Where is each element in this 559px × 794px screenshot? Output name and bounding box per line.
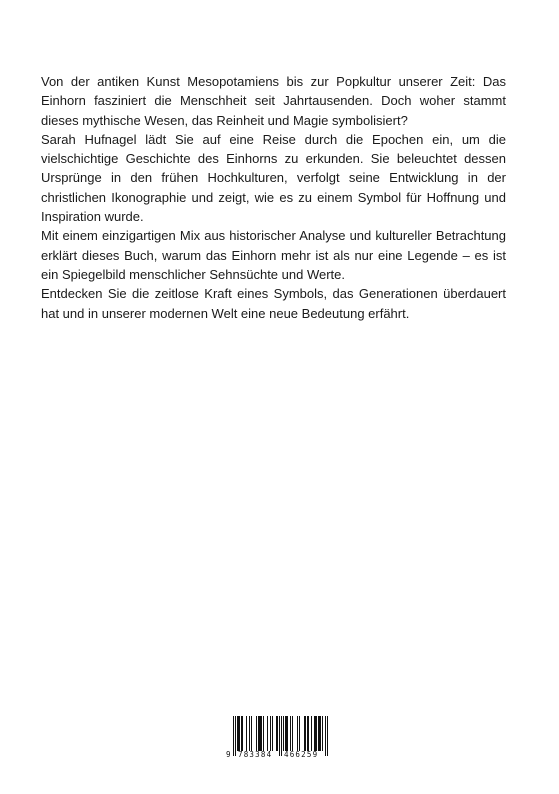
barcode-bar <box>241 716 242 751</box>
barcode-bar <box>263 716 264 751</box>
barcode-bar <box>272 716 273 751</box>
barcode-bar <box>287 716 288 751</box>
barcode-bar <box>249 716 250 751</box>
barcode-bar <box>299 716 300 751</box>
barcode-bar <box>325 716 326 756</box>
barcode-bar <box>320 716 321 751</box>
barcode-bar <box>283 716 284 751</box>
barcode-bar <box>237 716 238 751</box>
barcode-bar <box>261 716 262 751</box>
barcode-bar <box>256 716 257 751</box>
blurb-paragraph-closing: Entdecken Sie die zeitlose Kraft eines Symbols, das Generationen überdauert hat und in unserer modernen Welt eine neue Bedeutung erfährt. <box>41 286 506 321</box>
blurb-paragraph-approach: Mit einem einzigartigen Mix aus historischer Analyse und kultureller Betrachtung erklärt dieses Buch, warum das Einhorn mehr ist als nur eine Legende – es ist ein Spiegelbild menschlicher Sehnsüchte und Werte. <box>41 228 506 282</box>
barcode-bar <box>238 716 239 751</box>
barcode-right-digits: 466259 <box>284 750 319 759</box>
barcode-bar <box>304 716 305 751</box>
barcode-bar <box>267 716 268 751</box>
barcode-bar <box>281 716 282 756</box>
barcode-bar <box>279 716 280 756</box>
barcode-bar <box>277 716 278 751</box>
barcode-bar <box>319 716 320 751</box>
barcode-bar <box>308 716 309 751</box>
barcode-bar <box>322 716 323 751</box>
barcode-bar <box>233 716 234 756</box>
barcode-first-digit: 9 <box>226 750 232 759</box>
barcode-left-digits: 783384 <box>238 750 273 759</box>
barcode-bar <box>290 716 291 751</box>
barcode-bar <box>327 716 328 756</box>
barcode-bar <box>270 716 271 751</box>
barcode-bar <box>239 716 240 751</box>
barcode-bar <box>276 716 277 751</box>
barcode-bar <box>318 716 319 751</box>
barcode-bar <box>305 716 306 751</box>
barcode-bar <box>286 716 287 751</box>
back-cover-blurb <box>41 72 506 323</box>
barcode-bar <box>307 716 308 751</box>
barcode-bar <box>297 716 298 751</box>
barcode-bar <box>314 716 315 751</box>
barcode-bar <box>260 716 261 751</box>
blurb-paragraph-intro: Von der antiken Kunst Mesopotamiens bis zur Popkultur unserer Zeit: Das Einhorn fasziniert die Menschheit seit Jahrtausenden. Doch woher stammt dieses mythische Wesen, das Reinheit und Magie symbolisiert? <box>41 74 506 128</box>
barcode-bar <box>259 716 260 751</box>
barcode-bar <box>235 716 236 756</box>
barcode-bar <box>242 716 243 751</box>
blurb-paragraph-author: Sarah Hufnagel lädt Sie auf eine Reise durch die Epochen ein, um die vielschichtige Geschichte des Einhorns zu erkunden. Sie beleuchtet dessen Ursprünge in den frühen Hochkulturen, verfolgt seine Entwicklung in der christlichen Ikonographie und zeigt, wie es zu einem Symbol für Hoffnung und Inspiration wurde. <box>41 131 506 225</box>
barcode-bar <box>315 716 316 751</box>
barcode-bar <box>246 716 247 751</box>
barcode-bar <box>292 716 293 751</box>
barcode-bar <box>258 716 259 751</box>
barcode-bar <box>285 716 286 751</box>
isbn-barcode <box>226 716 333 760</box>
barcode-bar <box>316 716 317 751</box>
barcode-bar <box>251 716 252 751</box>
barcode-bar <box>311 716 312 751</box>
